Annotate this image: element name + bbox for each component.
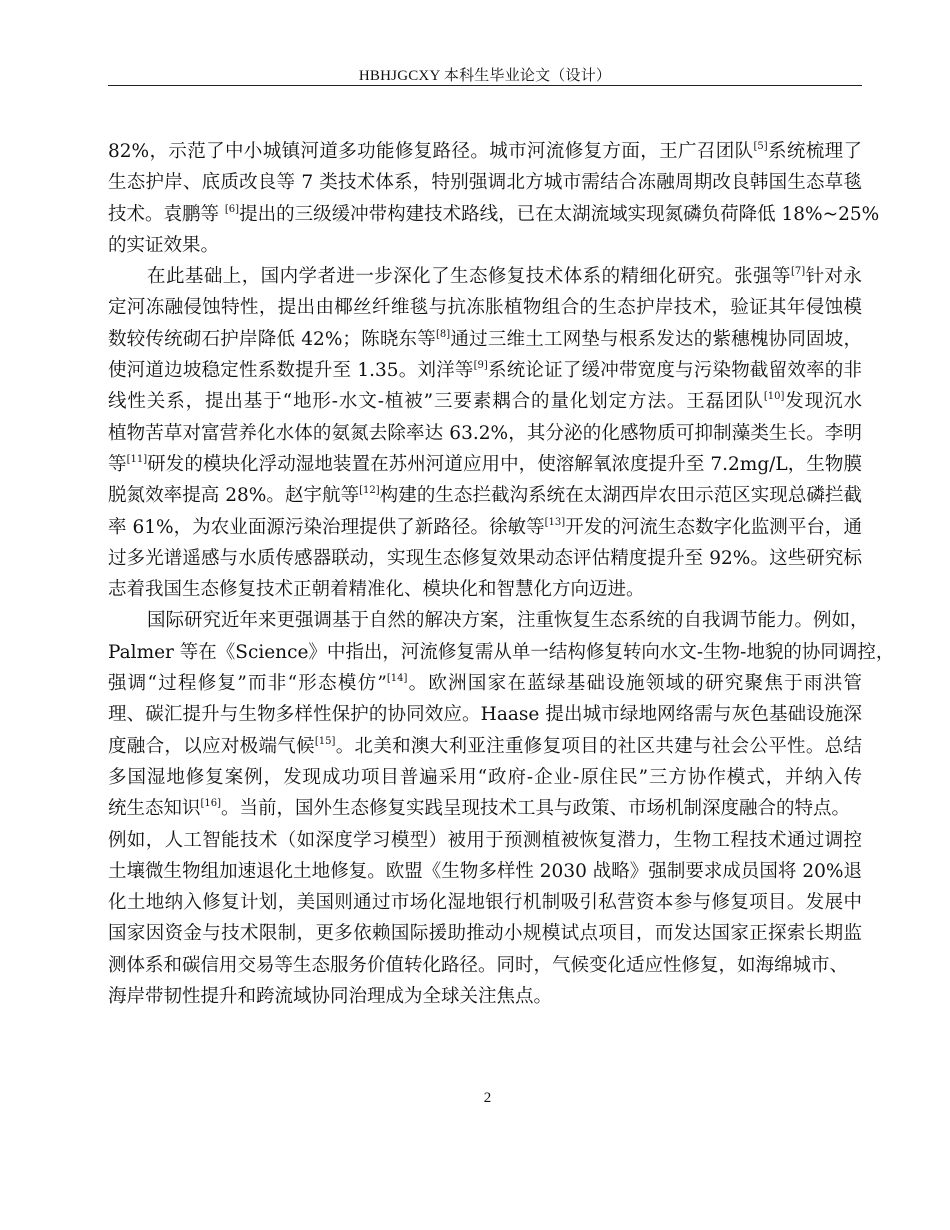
text-run: 等 (108, 453, 127, 475)
text-run: 提出的三级缓冲带构建技术路线，已在太湖流域实现氮磷负荷降低 18%~25% (239, 203, 880, 225)
body-text (108, 136, 895, 1012)
text-line (108, 230, 862, 261)
text-run: 多国湿地修复案例，发现成功项目普遍采用“政府-企业-原住民”三方协作模式，并纳入传 (108, 766, 862, 788)
text-line (108, 918, 862, 949)
citation-ref: [6] (224, 203, 240, 215)
text-run: 率 61%，为农业面源污染治理提供了新路径。徐敏等 (108, 516, 545, 538)
text-run: 数较传统砌石护岸降低 42%；陈晓东等 (108, 328, 436, 350)
text-line (108, 825, 862, 856)
text-line (108, 637, 895, 668)
text-line (108, 668, 862, 699)
text-line (108, 762, 862, 793)
text-run: 国际研究近年来更强调基于自然的解决方案，注重恢复生态系统的自我调节能力。例如， (147, 610, 869, 632)
citation-ref: [10] (763, 391, 785, 403)
citation-ref: [14] (386, 673, 408, 685)
text-run: 化土地纳入修复计划，美国则通过市场化湿地银行机制吸引私营资本参与修复项目。发展中 (108, 892, 862, 914)
text-line (108, 950, 862, 981)
text-line (108, 136, 862, 167)
text-run: 强调“过程修复”而非“形态模仿” (108, 673, 387, 695)
text-run: 植物苦草对富营养化水体的氨氮去除率达 63.2%，其分泌的化感物质可抑制藻类生长。李明 (108, 422, 862, 444)
text-line (108, 981, 862, 1012)
citation-ref: [11] (126, 453, 148, 465)
text-line (108, 355, 862, 386)
citation-ref: [13] (544, 516, 566, 528)
header-rule (108, 85, 862, 86)
text-line (108, 261, 862, 292)
text-run: 测体系和碳信用交易等生态服务价值转化路径。同时，气候变化适应性修复，如海绵城市、 (108, 954, 849, 976)
text-line (108, 480, 862, 511)
text-run: 通过三维土工网垫与根系发达的紫穗槐协同固坡， (450, 328, 862, 350)
text-line (108, 574, 862, 605)
text-run: 例如，人工智能技术（如深度学习模型）被用于预测植被恢复潜力，生物工程技术通过调控 (108, 829, 862, 851)
text-run: 技术。袁鹏等 (108, 203, 225, 225)
text-run: 在此基础上，国内学者进一步深化了生态修复技术体系的精细化研究。张强等 (147, 266, 791, 288)
text-run: 度融合，以应对极端气候 (108, 735, 315, 757)
text-run: 系统梳理了 (767, 141, 862, 162)
page-number: 2 (483, 1090, 492, 1106)
text-line (108, 449, 862, 480)
citation-ref: [8] (436, 328, 451, 340)
citation-ref: [9] (473, 360, 488, 372)
text-run: 志着我国生态修复技术正朝着精准化、模块化和智慧化方向迈进。 (108, 579, 645, 601)
citation-ref: [12] (359, 485, 380, 497)
text-run: 海岸带韧性提升和跨流域协同治理成为全球关注焦点。 (108, 986, 553, 1008)
text-line (108, 324, 862, 355)
text-line (108, 793, 862, 824)
text-run: 。当前，国外生态修复实践呈现技术工具与政策、市场机制深度融合的特点。 (221, 798, 851, 820)
text-line (108, 292, 862, 323)
text-run: 使河道边坡稳定性系数提升至 1.35。刘洋等 (108, 360, 474, 382)
text-line (108, 605, 869, 636)
text-run: 系统论证了缓冲带宽度与污染物截留效率的非 (487, 360, 862, 382)
text-run: Palmer 等在《Science》中指出，河流修复需从单一结构修复转向水文-生物-地貌的协同调控， (108, 641, 895, 663)
text-line (108, 543, 862, 574)
text-run: 针对永 (805, 266, 862, 288)
text-line (108, 199, 880, 230)
text-run: 。欧洲国家在蓝绿基础设施领域的研究聚焦于雨洪管 (407, 673, 862, 695)
text-run: 。北美和澳大利亚注重修复项目的社区共建与社会公平性。总结 (335, 735, 862, 757)
text-run: 的实证效果。 (108, 234, 220, 256)
text-run: 生态护岸、底质改良等 7 类技术体系，特别强调北方城市需结合冻融周期改良韩国生态草毯 (108, 172, 862, 194)
text-run: 82%，示范了中小城镇河道多功能修复路径。城市河流修复方面，王广召团队 (108, 141, 754, 162)
text-line (108, 856, 862, 887)
page-header: HBHJGCXY 本科生毕业论文（设计） (358, 68, 612, 84)
text-run: 脱氮效率提高 28%。赵宇航等 (108, 485, 360, 507)
text-run: 国家因资金与技术限制，更多依赖国际援助推动小规模试点项目，而发达国家正探索长期监 (108, 923, 862, 945)
text-run: 统生态知识 (108, 798, 201, 820)
text-line (108, 731, 862, 762)
text-line (108, 512, 862, 543)
text-run: 发现沉水 (784, 391, 862, 413)
text-run: 线性关系，提出基于“地形-水文-植被”三要素耦合的量化划定方法。王磊团队 (108, 391, 764, 413)
citation-ref: [7] (790, 266, 806, 278)
text-line (108, 167, 862, 198)
citation-ref: [16] (200, 798, 222, 810)
text-run: 研发的模块化浮动湿地装置在苏州河道应用中，使溶解氧浓度提升至 7.2mg/L，生物膜 (147, 453, 862, 475)
text-line (108, 418, 862, 449)
text-run: 过多光谱遥感与水质传感器联动，实现生态修复效果动态评估精度提升至 92%。这些研究标 (108, 547, 862, 569)
text-line (108, 887, 862, 918)
text-run: 定河冻融侵蚀特性，提出由椰丝纤维毯与抗冻胀植物组合的生态护岸技术，验证其年侵蚀模 (108, 297, 862, 319)
text-run: 土壤微生物组加速退化土地修复。欧盟《生物多样性 2030 战略》强制要求成员国将 20%退 (108, 860, 862, 882)
text-run: 理、碳汇提升与生物多样性保护的协同效应。Haase 提出城市绿地网络需与灰色基础设施深 (108, 704, 862, 726)
text-line (108, 386, 862, 417)
text-run: 开发的河流生态数字化监测平台，通 (565, 516, 862, 538)
citation-ref: [15] (314, 735, 336, 747)
text-line (108, 699, 862, 730)
text-run: 构建的生态拦截沟系统在太湖西岸农田示范区实现总磷拦截 (379, 485, 862, 507)
citation-ref: [5] (753, 141, 768, 152)
